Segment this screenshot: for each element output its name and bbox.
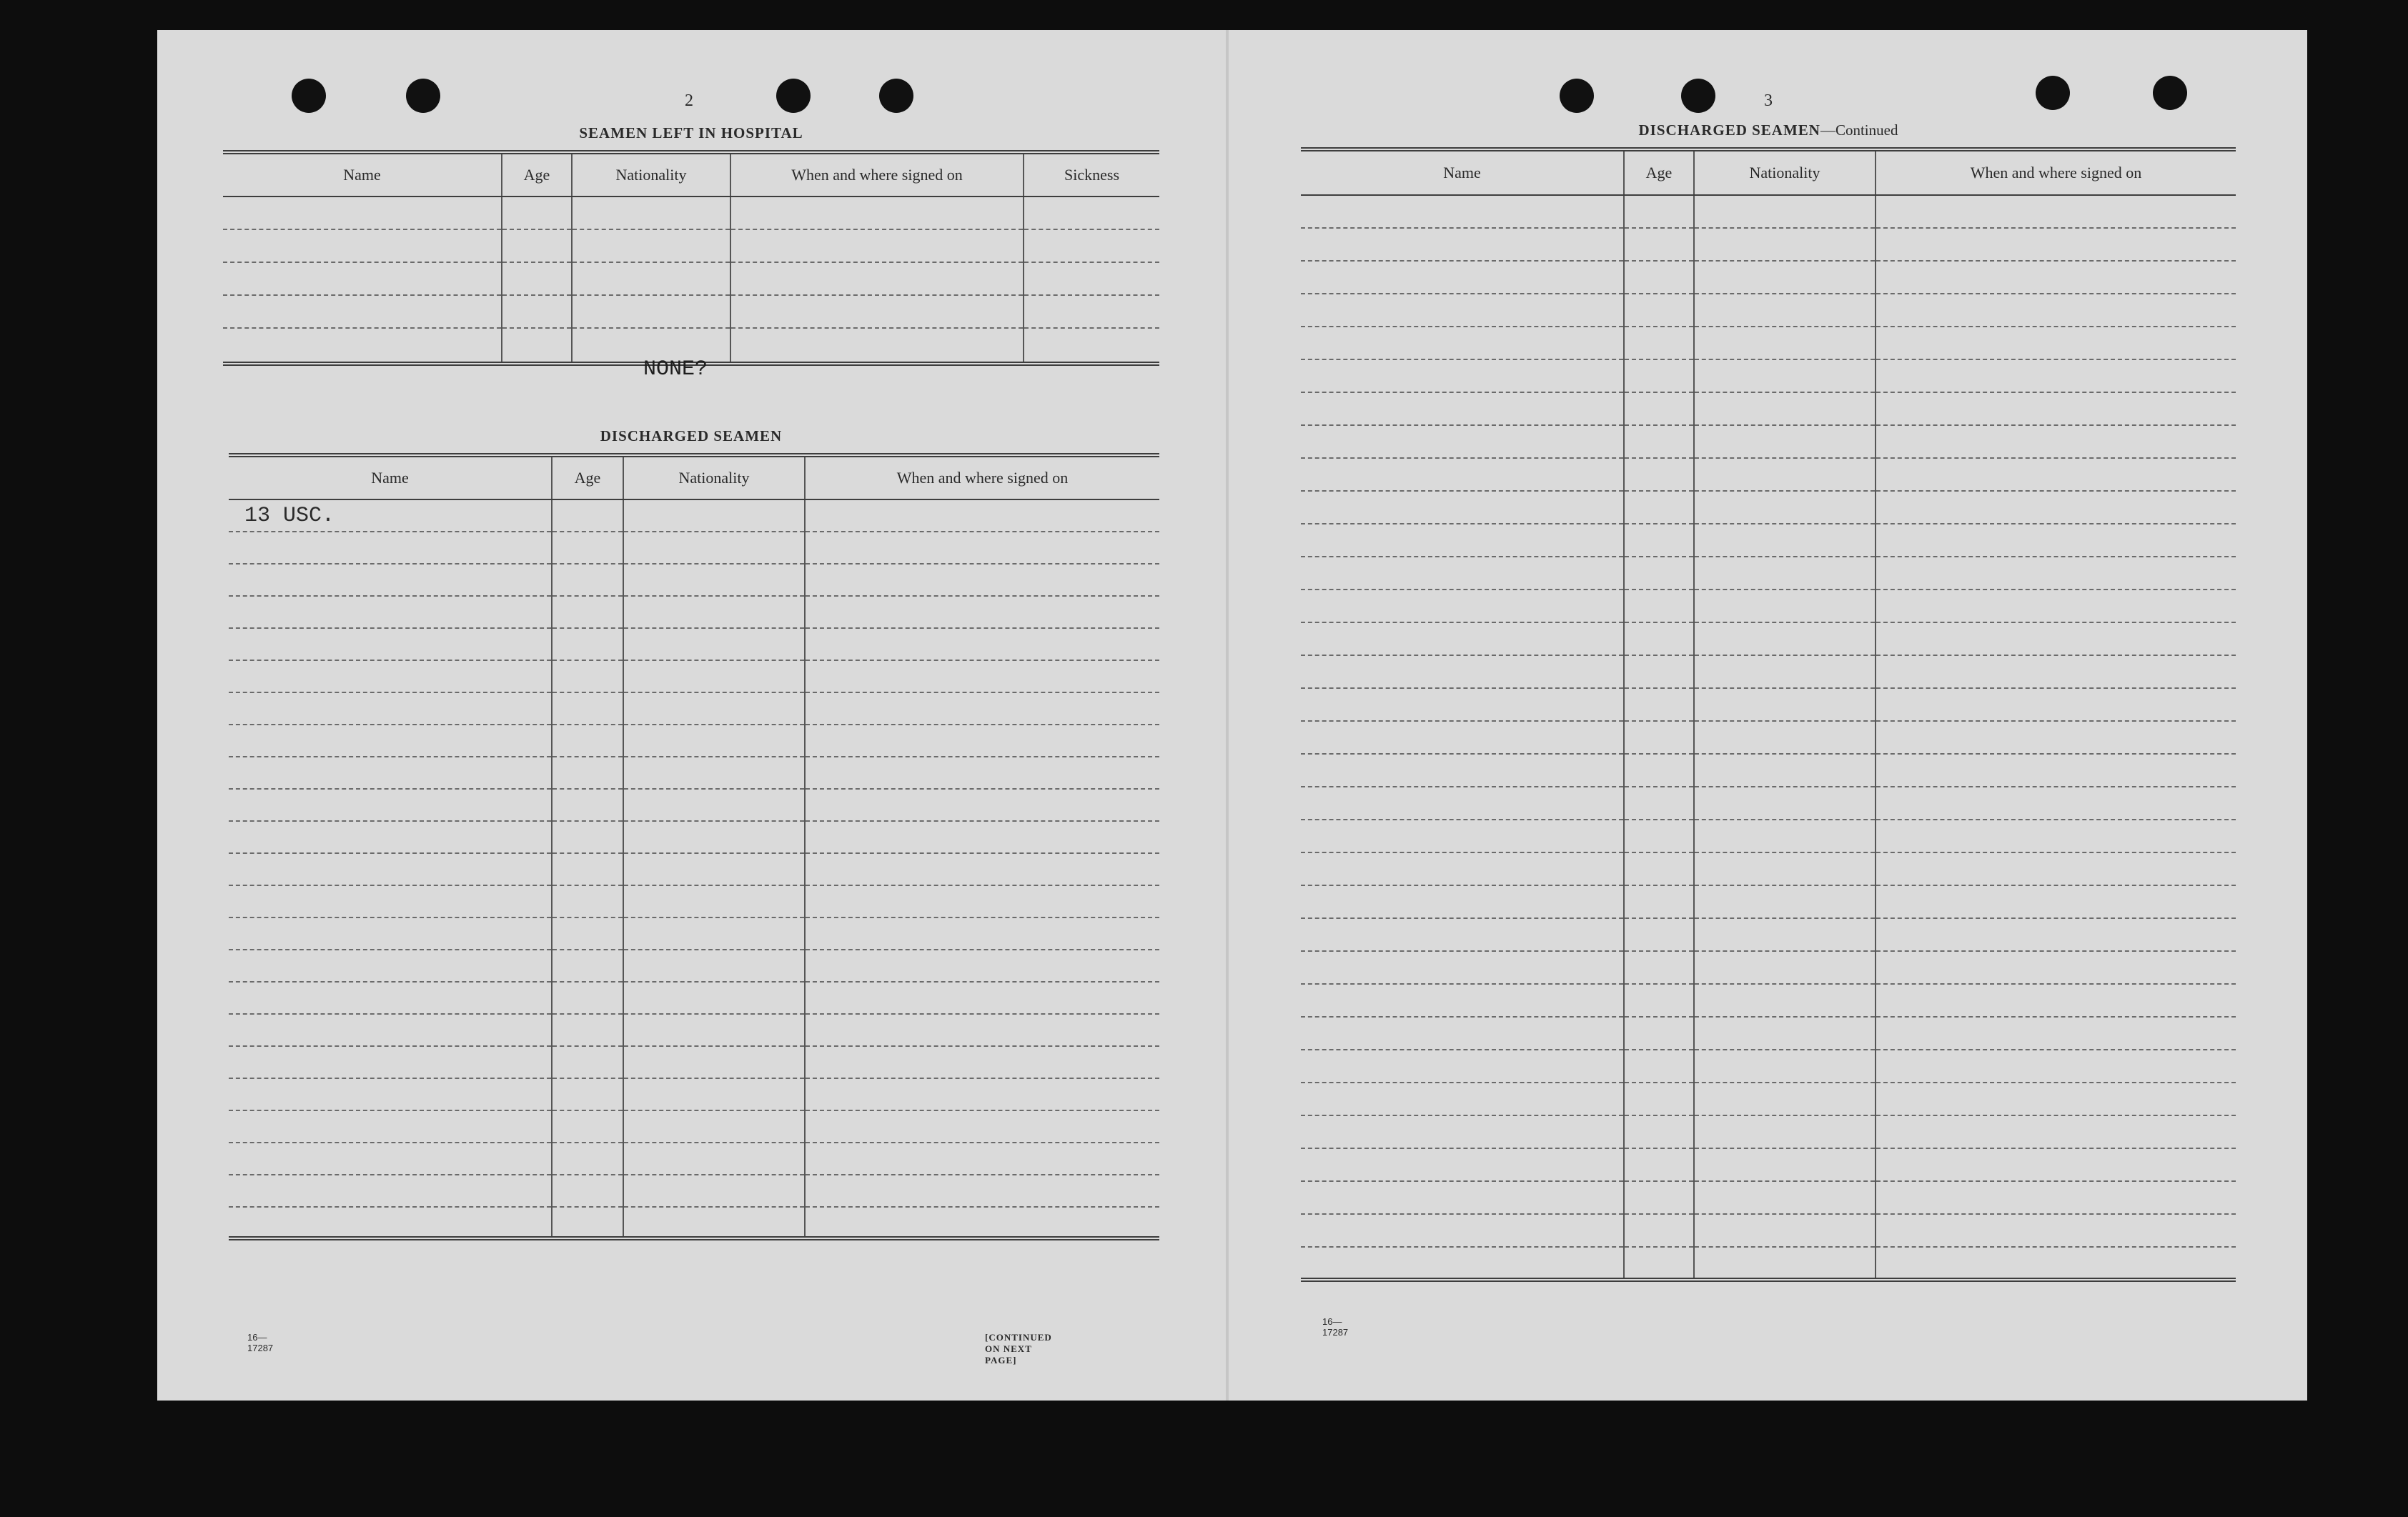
column-header-signed-on: When and where signed on (1876, 149, 2236, 195)
table-row (229, 1110, 1159, 1143)
table-row (1301, 820, 2236, 852)
table-row (229, 628, 1159, 660)
table-row (229, 757, 1159, 789)
column-header-age: Age (552, 455, 623, 499)
page-number: 2 (685, 91, 693, 110)
table-row (1301, 951, 2236, 984)
table-row (1301, 918, 2236, 951)
table-row (229, 1046, 1159, 1078)
table-row (1301, 1083, 2236, 1115)
column-header-age: Age (1624, 149, 1694, 195)
table-row (1301, 688, 2236, 721)
hospital-section-title: SEAMEN LEFT IN HOSPITAL (579, 124, 803, 141)
table-row (1301, 195, 2236, 228)
table-row (229, 725, 1159, 757)
continued-note: [CONTINUED ON NEXT PAGE] (985, 1332, 1052, 1366)
table-row (1301, 787, 2236, 820)
table-row (229, 1078, 1159, 1110)
table-row (229, 499, 1159, 532)
table-row (1301, 425, 2236, 458)
table-row (229, 1207, 1159, 1238)
punch-hole (776, 79, 811, 113)
title-suffix: —Continued (1820, 121, 1898, 139)
discharged-table (229, 453, 1159, 1240)
column-header-name: Name (229, 455, 552, 499)
table-row (1301, 590, 2236, 622)
column-header-nationality: Nationality (623, 455, 805, 499)
table-row (1301, 622, 2236, 655)
form-number: 16—17287 (1322, 1316, 1349, 1338)
table-row (229, 853, 1159, 885)
table-row (1301, 1181, 2236, 1214)
page-gutter (1226, 30, 1229, 1401)
column-header-signed-on: When and where signed on (730, 152, 1024, 197)
handwritten-annotation: NONE? (643, 357, 708, 382)
column-header-name: Name (223, 152, 502, 197)
table-row (229, 885, 1159, 917)
punch-hole (2036, 76, 2070, 110)
table-row (1301, 294, 2236, 327)
table-row (1301, 1214, 2236, 1247)
table-row (1301, 557, 2236, 590)
discharged-section-title: DISCHARGED SEAMEN (600, 427, 783, 444)
table-row (229, 1014, 1159, 1046)
punch-hole (2153, 76, 2187, 110)
table-row (229, 564, 1159, 596)
table-row (1301, 359, 2236, 392)
table-row (223, 262, 1159, 295)
table-row (229, 1175, 1159, 1207)
page-number: 3 (1764, 91, 1773, 110)
table-row (1301, 1050, 2236, 1083)
first-entry-cell: 13 USC. (229, 499, 552, 532)
table-row (229, 982, 1159, 1014)
table-row (1301, 721, 2236, 754)
punch-hole (1560, 79, 1594, 113)
table-row (223, 229, 1159, 262)
table-row (1301, 1148, 2236, 1181)
table-row (1301, 984, 2236, 1017)
punch-hole (879, 79, 913, 113)
table-row (1301, 655, 2236, 688)
table-row (1301, 1115, 2236, 1148)
discharged-continued-title (1301, 121, 2236, 139)
column-header-age: Age (502, 152, 572, 197)
table-row (1301, 392, 2236, 425)
table-row (1301, 885, 2236, 918)
table-row (229, 950, 1159, 982)
table-row (229, 1143, 1159, 1175)
table-row (229, 532, 1159, 564)
table-row (1301, 852, 2236, 885)
form-number: 16—17287 (247, 1332, 274, 1353)
table-row (229, 821, 1159, 853)
table-row (223, 197, 1159, 229)
table-row (1301, 1247, 2236, 1280)
table-row (1301, 261, 2236, 294)
discharged-continued-table (1301, 147, 2236, 1282)
table-row (1301, 491, 2236, 524)
column-header-nationality: Nationality (1694, 149, 1876, 195)
table-row (1301, 458, 2236, 491)
table-row (229, 917, 1159, 950)
table-row (1301, 754, 2236, 787)
table-row (229, 596, 1159, 628)
hospital-table (223, 150, 1159, 366)
title-main: DISCHARGED SEAMEN (1638, 121, 1820, 139)
punch-hole (292, 79, 326, 113)
column-header-sickness: Sickness (1024, 152, 1159, 197)
punch-hole (406, 79, 440, 113)
table-row (1301, 524, 2236, 557)
table-row (229, 660, 1159, 692)
table-row (1301, 1017, 2236, 1050)
table-row (1301, 228, 2236, 261)
column-header-nationality: Nationality (572, 152, 730, 197)
table-row (1301, 327, 2236, 359)
open-ledger-book (157, 30, 2307, 1401)
punch-hole (1681, 79, 1715, 113)
column-header-signed-on: When and where signed on (805, 455, 1159, 499)
table-row (223, 295, 1159, 328)
table-row (229, 789, 1159, 821)
column-header-name: Name (1301, 149, 1624, 195)
table-row (229, 692, 1159, 725)
